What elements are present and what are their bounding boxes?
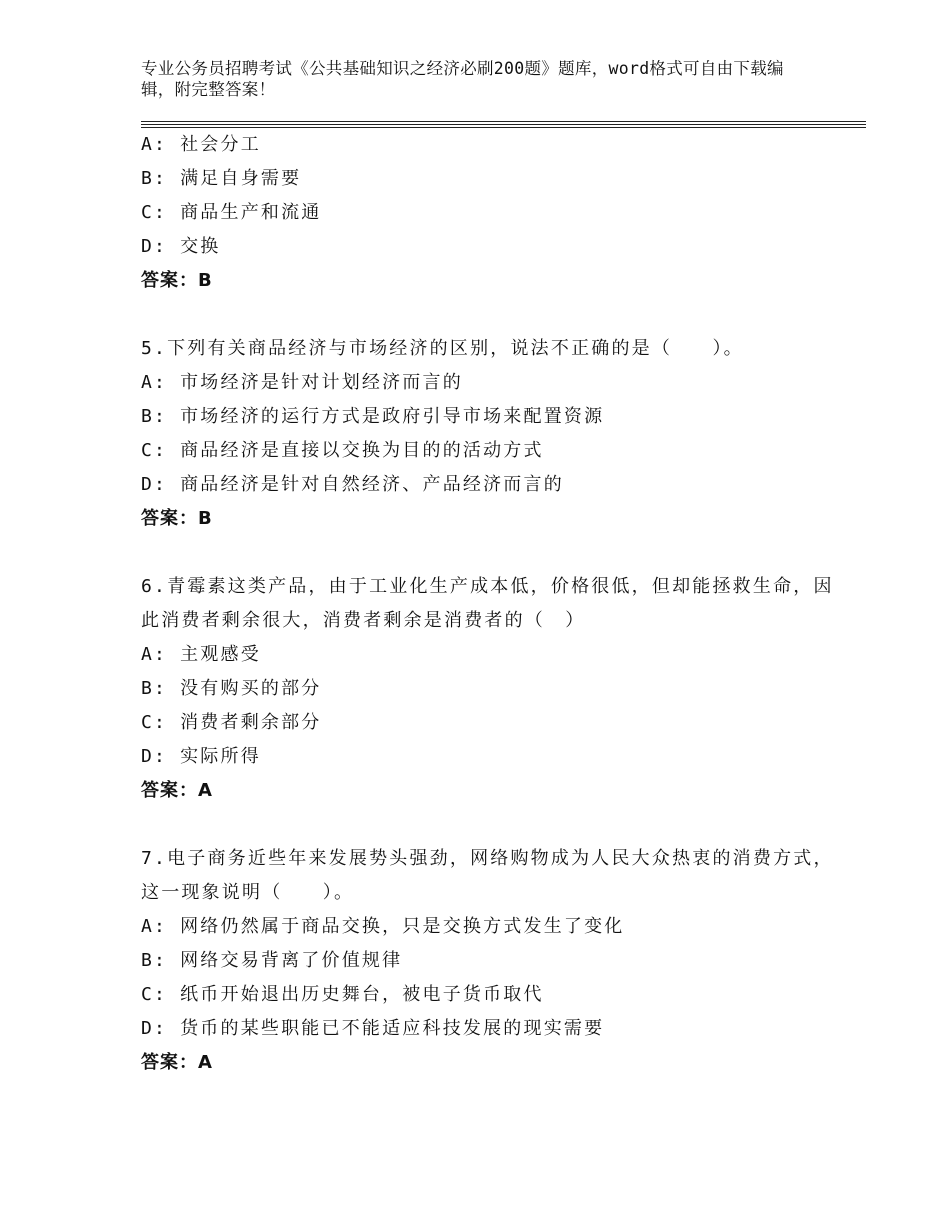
- option-b: B: 网络交易背离了价值规律: [141, 950, 403, 971]
- option-c: C: 商品经济是直接以交换为目的的活动方式: [141, 440, 544, 461]
- option-a: A: 社会分工: [141, 134, 261, 155]
- header-rule-middle: [141, 124, 866, 125]
- option-a: A: 市场经济是针对计划经济而言的: [141, 372, 463, 393]
- option-a: A: 主观感受: [141, 644, 261, 665]
- question-6: [141, 570, 841, 808]
- answer-label: 答案：A: [141, 1052, 213, 1073]
- spacer: [141, 298, 841, 332]
- question-stem: 6.青霉素这类产品，由于工业化生产成本低，价格很低，但却能拯救生命，因此消费者剩余很大，消费者剩余是消费者的（ ）: [141, 576, 834, 631]
- option-d: D: 货币的某些职能已不能适应科技发展的现实需要: [141, 1018, 605, 1039]
- question-5: [141, 332, 841, 536]
- option-b: B: 满足自身需要: [141, 168, 302, 189]
- spacer: [141, 536, 841, 570]
- option-b: B: 没有购买的部分: [141, 678, 322, 699]
- spacer: [141, 808, 841, 842]
- option-d: D: 商品经济是针对自然经济、产品经济而言的: [141, 474, 564, 495]
- option-c: C: 纸币开始退出历史舞台，被电子货币取代: [141, 984, 544, 1005]
- answer-label: 答案：A: [141, 780, 213, 801]
- option-d: D: 交换: [141, 236, 221, 257]
- question-stem: 5.下列有关商品经济与市场经济的区别，说法不正确的是（ ）。: [141, 338, 744, 359]
- question-7: [141, 842, 841, 1080]
- question-list: [141, 128, 841, 1080]
- question-4: [141, 128, 841, 298]
- document-header: 专业公务员招聘考试《公共基础知识之经济必刷200题》题库，word格式可自由下载编辑，附完整答案！: [141, 59, 784, 99]
- option-d: D: 实际所得: [141, 746, 261, 767]
- answer-label: 答案：B: [141, 508, 213, 529]
- header-rule-top: [141, 121, 866, 122]
- option-c: C: 商品生产和流通: [141, 202, 322, 223]
- question-stem: 7.电子商务近些年来发展势头强劲，网络购物成为人民大众热衷的消费方式，这一现象说明（ ）。: [141, 848, 834, 903]
- option-a: A: 网络仍然属于商品交换，只是交换方式发生了变化: [141, 916, 625, 937]
- option-b: B: 市场经济的运行方式是政府引导市场来配置资源: [141, 406, 605, 427]
- option-c: C: 消费者剩余部分: [141, 712, 322, 733]
- answer-label: 答案：B: [141, 270, 213, 291]
